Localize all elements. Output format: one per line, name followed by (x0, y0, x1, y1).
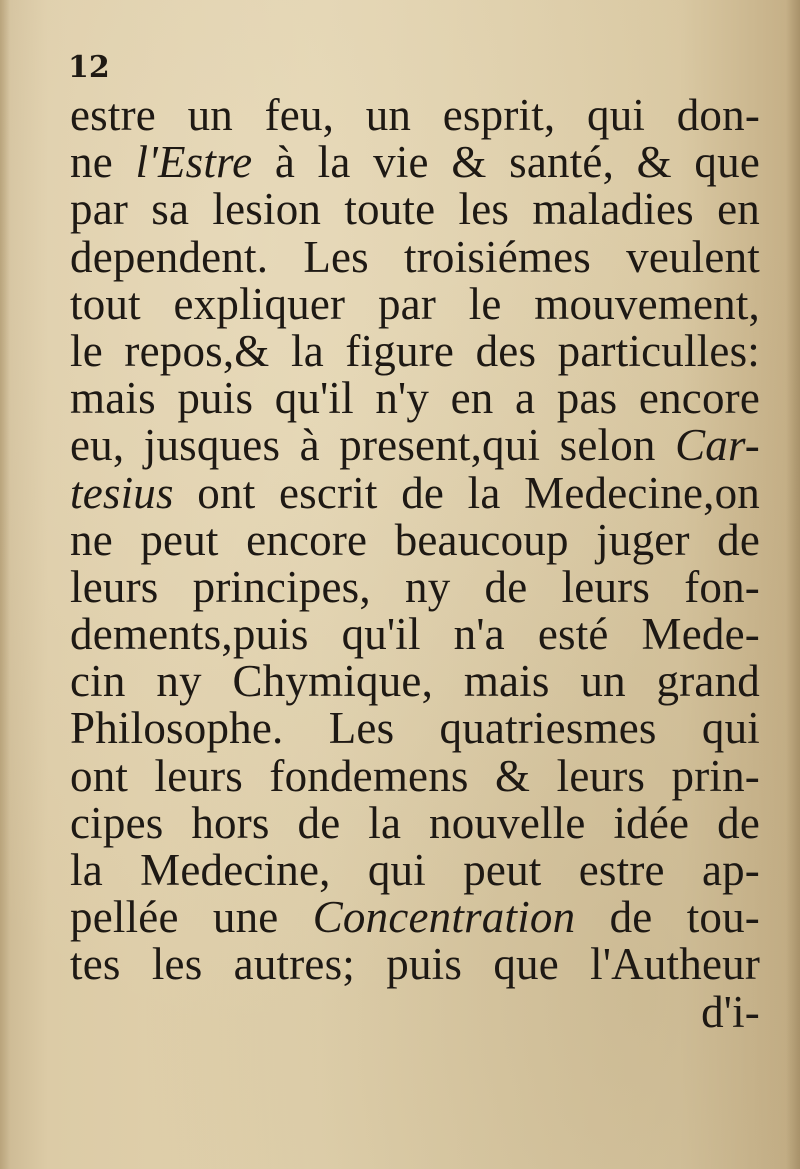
text-line (70, 986, 760, 1037)
text-run: cipes hors de la nouvelle idée de (70, 797, 760, 848)
text-run: pellée une (70, 892, 313, 943)
body-text (70, 92, 760, 1036)
text-run: ne (70, 137, 136, 188)
italic-text-run: tesius (70, 467, 174, 518)
text-run: ont escrit de la Medecine,on (173, 467, 760, 518)
text-run: cin ny Chymique, mais un grand (70, 656, 760, 707)
text-line (70, 611, 760, 658)
text-line (70, 561, 760, 612)
text-line (70, 705, 760, 752)
text-line (70, 92, 760, 139)
text-line (70, 139, 760, 186)
text-run: tes les autres; puis que l'Autheur (70, 939, 760, 990)
text-line (70, 231, 760, 282)
page-number: 12 (68, 50, 110, 85)
text-run: Philosophe. Les quatriesmes qui (70, 703, 760, 754)
italic-text-run: Concentration (312, 892, 576, 943)
text-line (70, 797, 760, 848)
italic-text-run: Car- (675, 420, 760, 471)
text-run: d'i- (701, 986, 760, 1037)
text-line (70, 847, 760, 894)
text-run: ont leurs fondemens & leurs prin- (70, 750, 760, 801)
page-right-edge-shadow (786, 0, 800, 1169)
text-line (70, 658, 760, 705)
text-run: estre un feu, un esprit, qui don- (70, 90, 760, 140)
text-run: dements,puis qu'il n'a esté Mede- (70, 609, 760, 660)
text-run: mais puis qu'il n'y en a pas encore (70, 373, 760, 424)
text-run: dependent. Les troisiémes veulent (70, 231, 760, 282)
text-run: le repos,& la figure des particulles: (70, 325, 760, 376)
text-run: eu, jusques à present,qui selon (70, 420, 676, 471)
italic-text-run: l'Estre (135, 137, 253, 188)
text-line (70, 325, 760, 376)
text-line (70, 467, 760, 518)
text-line (70, 894, 760, 941)
text-line (70, 422, 760, 469)
text-run: par sa lesion toute les maladies en (70, 184, 760, 235)
text-run: à la vie & santé, & que (252, 137, 760, 188)
page-left-edge-shadow (0, 0, 10, 1169)
text-line (70, 375, 760, 422)
text-line (70, 514, 760, 565)
text-run: ne peut encore beaucoup juger de (70, 514, 760, 565)
text-run: de tou- (575, 892, 760, 943)
text-run: la Medecine, qui peut estre ap- (70, 845, 760, 895)
text-line (70, 278, 760, 329)
text-line (70, 750, 760, 801)
text-run: tout expliquer par le mouvement, (70, 278, 760, 329)
text-run: leurs principes, ny de leurs fon- (70, 561, 760, 612)
text-line (70, 941, 760, 988)
text-line (70, 186, 760, 233)
